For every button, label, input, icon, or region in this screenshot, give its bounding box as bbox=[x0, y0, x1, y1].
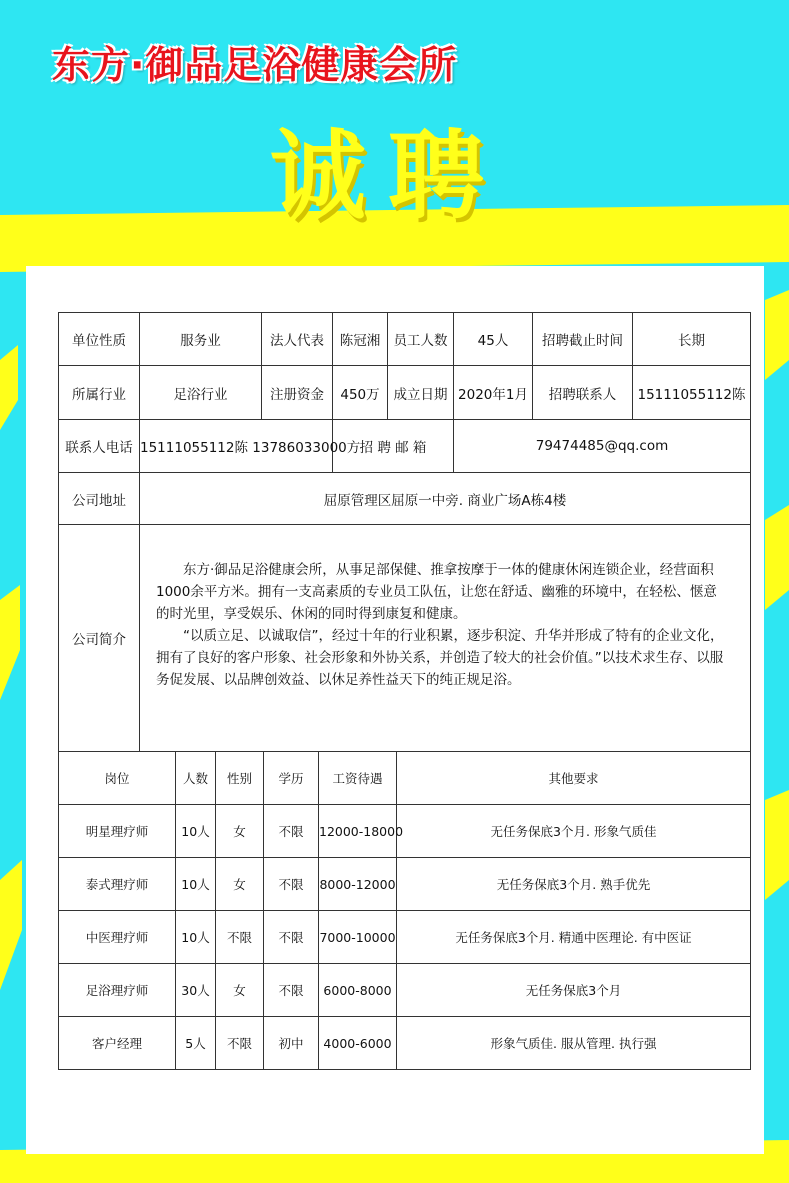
value-industry: 足浴行业 bbox=[140, 366, 262, 420]
job-education: 不限 bbox=[264, 805, 319, 858]
company-info-table bbox=[58, 312, 751, 752]
job-salary: 8000-12000 bbox=[319, 858, 397, 911]
header-salary: 工资待遇 bbox=[319, 752, 397, 805]
header-position: 岗位 bbox=[59, 752, 176, 805]
label-contact-phone: 联系人电话 bbox=[59, 420, 140, 473]
table-row bbox=[59, 858, 751, 911]
header-gender: 性别 bbox=[216, 752, 264, 805]
value-contact-phone: 15111055112陈 13786033000方 bbox=[140, 420, 333, 473]
label-founded: 成立日期 bbox=[388, 366, 454, 420]
header-requirements: 其他要求 bbox=[397, 752, 751, 805]
job-position: 泰式理疗师 bbox=[59, 858, 176, 911]
info-row-intro bbox=[59, 525, 751, 752]
job-education: 不限 bbox=[264, 964, 319, 1017]
job-position: 明星理疗师 bbox=[59, 805, 176, 858]
company-intro bbox=[140, 525, 751, 752]
label-capital: 注册资金 bbox=[262, 366, 333, 420]
job-count: 30人 bbox=[176, 964, 216, 1017]
job-count: 5人 bbox=[176, 1017, 216, 1070]
label-legal-rep: 法人代表 bbox=[262, 313, 333, 366]
job-requirements: 无任务保底3个月 bbox=[397, 964, 751, 1017]
label-deadline: 招聘截止时间 bbox=[533, 313, 633, 366]
info-row-contact bbox=[59, 420, 751, 473]
job-requirements: 无任务保底3个月. 精通中医理论. 有中医证 bbox=[397, 911, 751, 964]
job-gender: 不限 bbox=[216, 911, 264, 964]
header-count: 人数 bbox=[176, 752, 216, 805]
job-count: 10人 bbox=[176, 805, 216, 858]
recruitment-headline: 诚聘 bbox=[270, 120, 506, 232]
table-row bbox=[59, 1017, 751, 1070]
job-count: 10人 bbox=[176, 858, 216, 911]
jobs-header-row bbox=[59, 752, 751, 805]
company-title: 东方·御品足浴健康会所 bbox=[52, 43, 458, 87]
job-position: 足浴理疗师 bbox=[59, 964, 176, 1017]
value-contact-person: 15111055112陈 bbox=[633, 366, 751, 420]
value-nature: 服务业 bbox=[140, 313, 262, 366]
value-staff-count: 45人 bbox=[454, 313, 533, 366]
job-gender: 女 bbox=[216, 805, 264, 858]
job-position: 中医理疗师 bbox=[59, 911, 176, 964]
label-staff-count: 员工人数 bbox=[388, 313, 454, 366]
job-position: 客户经理 bbox=[59, 1017, 176, 1070]
info-row-basic bbox=[59, 313, 751, 366]
job-count: 10人 bbox=[176, 911, 216, 964]
job-salary: 7000-10000 bbox=[319, 911, 397, 964]
intro-paragraph-1: 东方·御品足浴健康会所，从事足部保健、推拿按摩于一体的健康休闲连锁企业，经营面积1000余平方米。拥有一支高素质的专业员工队伍，让您在舒适、幽雅的环境中，在轻松、惬意的时光里，享受娱乐、休闲的同时得到康复和健康。 bbox=[156, 562, 717, 622]
job-gender: 女 bbox=[216, 858, 264, 911]
label-intro: 公司简介 bbox=[59, 525, 140, 752]
table-row bbox=[59, 805, 751, 858]
info-row-address bbox=[59, 473, 751, 525]
value-capital: 450万 bbox=[333, 366, 388, 420]
label-contact-person: 招聘联系人 bbox=[533, 366, 633, 420]
info-row-industry bbox=[59, 366, 751, 420]
value-address: 屈原管理区屈原一中旁. 商业广场A栋4楼 bbox=[140, 473, 751, 525]
job-education: 初中 bbox=[264, 1017, 319, 1070]
job-salary: 4000-6000 bbox=[319, 1017, 397, 1070]
value-deadline: 长期 bbox=[633, 313, 751, 366]
label-address: 公司地址 bbox=[59, 473, 140, 525]
job-gender: 女 bbox=[216, 964, 264, 1017]
jobs-table bbox=[58, 751, 751, 1070]
label-nature: 单位性质 bbox=[59, 313, 140, 366]
job-requirements: 形象气质佳. 服从管理. 执行强 bbox=[397, 1017, 751, 1070]
job-requirements: 无任务保底3个月. 形象气质佳 bbox=[397, 805, 751, 858]
table-row bbox=[59, 911, 751, 964]
job-education: 不限 bbox=[264, 911, 319, 964]
value-email: 79474485@qq.com bbox=[454, 420, 751, 473]
job-salary: 12000-18000 bbox=[319, 805, 397, 858]
label-email: 招 聘 邮 箱 bbox=[333, 420, 454, 473]
value-legal-rep: 陈冠湘 bbox=[333, 313, 388, 366]
header-education: 学历 bbox=[264, 752, 319, 805]
value-founded: 2020年1月 bbox=[454, 366, 533, 420]
label-industry: 所属行业 bbox=[59, 366, 140, 420]
intro-paragraph-2: “以质立足、以诚取信”，经过十年的行业积累，逐步积淀、升华并形成了特有的企业文化，拥有了良好的客户形象、社会形象和外协关系，并创造了较大的社会价值。”以技术求生存、以服务促发展、以品牌创效益、以休足养性益天下的纯正规足浴。 bbox=[156, 628, 724, 688]
job-requirements: 无任务保底3个月. 熟手优先 bbox=[397, 858, 751, 911]
job-education: 不限 bbox=[264, 858, 319, 911]
job-salary: 6000-8000 bbox=[319, 964, 397, 1017]
job-gender: 不限 bbox=[216, 1017, 264, 1070]
table-row bbox=[59, 964, 751, 1017]
